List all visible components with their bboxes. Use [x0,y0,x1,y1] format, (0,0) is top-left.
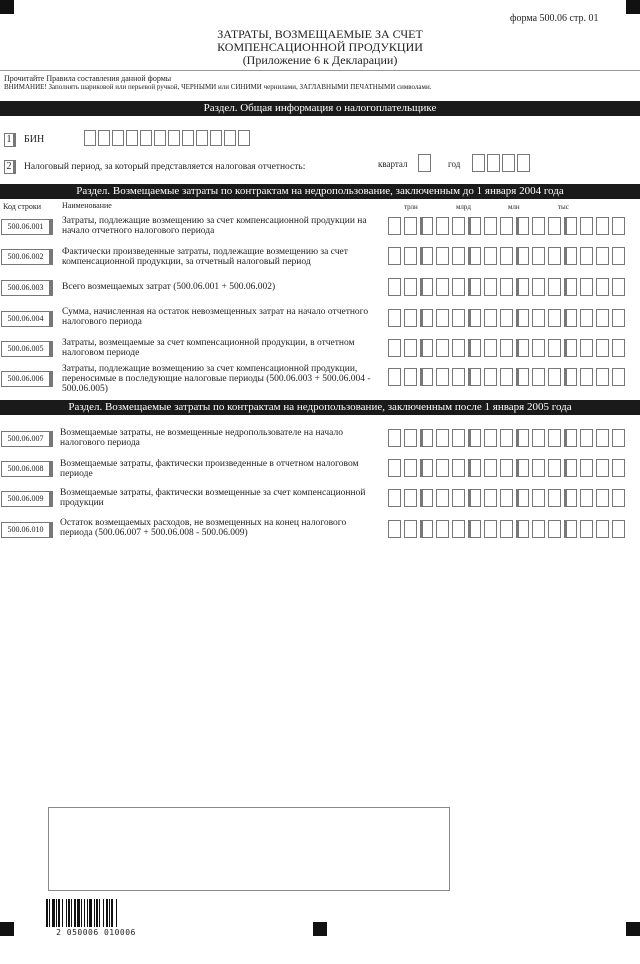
amount-digit-cell[interactable] [468,520,481,538]
amount-digit-cell[interactable] [452,309,465,327]
amount-digit-cell[interactable] [388,217,401,235]
amount-digit-cell[interactable] [500,309,513,327]
amount-digit-cell[interactable] [420,489,433,507]
barcode-bar [49,899,50,927]
amount-digit-cell[interactable] [564,489,577,507]
row-input-004[interactable] [388,309,628,327]
amount-digit-cell[interactable] [436,368,449,386]
amount-digit-cell[interactable] [484,339,497,357]
amount-digit-cell[interactable] [420,368,433,386]
bin-cell[interactable] [154,130,166,146]
amount-digit-cell[interactable] [516,309,529,327]
amount-digit-cell[interactable] [500,278,513,296]
row-label-007: Возмещаемые затраты, не возмещенные недропользователе на начало налогового периода [60,428,343,448]
amount-digit-cell[interactable] [436,309,449,327]
amount-digit-cell[interactable] [388,309,401,327]
amount-digit-cell[interactable] [436,247,449,265]
row-label-004: Сумма, начисленная на остаток невозмещенных затрат на начало отчетного налогового периода [62,307,369,327]
amount-digit-cell[interactable] [436,459,449,477]
amount-digit-cell[interactable] [580,339,593,357]
section-before-2004-title: Раздел. Возмещаемые затраты по контрактам на недропользование, заключенным до 1 января 2004 года [0,184,640,199]
amount-digit-cell[interactable] [596,489,609,507]
corner-mark-bottom-right [626,922,640,936]
amount-digit-cell[interactable] [580,247,593,265]
amount-digit-cell[interactable] [564,429,577,447]
amount-digit-cell[interactable] [420,309,433,327]
field-1-number: 1 [4,133,16,147]
bin-cell[interactable] [210,130,222,146]
row-input-008[interactable] [388,459,628,477]
amount-digit-cell[interactable] [452,368,465,386]
amount-digit-cell[interactable] [500,429,513,447]
unit-mln: млн [508,203,520,211]
amount-digit-cell[interactable] [436,520,449,538]
barcode-bar [56,899,57,927]
amount-digit-cell[interactable] [452,489,465,507]
unit-tys: тыс [558,203,569,211]
instructions-line-2: ВНИМАНИЕ! Заполнять шариковой или перьевой ручкой, ЧЕРНЫМИ или СИНИМИ чернилами, ЗАГЛАВНЫМИ ПЕЧАТНЫМИ символами. [4,83,432,91]
amount-digit-cell[interactable] [516,429,529,447]
amount-digit-cell[interactable] [532,368,545,386]
row-code-004: 500.06.004 [1,311,53,327]
amount-digit-cell[interactable] [420,278,433,296]
amount-digit-cell[interactable] [548,339,561,357]
amount-digit-cell[interactable] [420,459,433,477]
tax-period-label: Налоговый период, за который представляется налоговая отчетность: [24,162,306,172]
amount-digit-cell[interactable] [452,459,465,477]
barcode-bar [58,899,60,927]
title-line-3: (Приложение 6 к Декларации) [242,53,398,67]
amount-digit-cell[interactable] [500,459,513,477]
amount-digit-cell[interactable] [436,278,449,296]
row-code-005: 500.06.005 [1,341,53,357]
amount-digit-cell[interactable] [484,489,497,507]
row-label-002: Фактически произведенные затраты, подлежащие возмещению за счет компенсационной продукции, за отчетный налоговый период [62,247,348,267]
title-line-1: ЗАТРАТЫ, ВОЗМЕЩАЕМЫЕ ЗА СЧЕТ [217,27,423,41]
amount-digit-cell[interactable] [420,339,433,357]
corner-mark-top-left [0,0,14,14]
barcode [44,897,148,941]
amount-digit-cell[interactable] [596,368,609,386]
amount-digit-cell[interactable] [484,309,497,327]
corner-mark-bottom-left [0,922,14,936]
row-label-008: Возмещаемые затраты, фактически произведенные в отчетном налоговом периоде [60,459,359,479]
amount-digit-cell[interactable] [532,217,545,235]
amount-digit-cell[interactable] [548,217,561,235]
year-cell[interactable] [472,154,485,172]
instructions-line-1: Прочитайте Правила составления данной формы [4,74,172,83]
bin-cell[interactable] [112,130,124,146]
amount-digit-cell[interactable] [548,429,561,447]
amount-digit-cell[interactable] [500,247,513,265]
amount-digit-cell[interactable] [516,459,529,477]
bin-cell[interactable] [196,130,208,146]
amount-digit-cell[interactable] [564,278,577,296]
title-line-2: КОМПЕНСАЦИОННОЙ ПРОДУКЦИИ [217,40,423,54]
amount-digit-cell[interactable] [596,247,609,265]
amount-digit-cell[interactable] [580,459,593,477]
amount-digit-cell[interactable] [596,278,609,296]
amount-digit-cell[interactable] [612,217,625,235]
amount-digit-cell[interactable] [612,339,625,357]
amount-digit-cell[interactable] [468,459,481,477]
bin-cell[interactable] [168,130,180,146]
amount-digit-cell[interactable] [468,368,481,386]
amount-digit-cell[interactable] [580,520,593,538]
row-code-010: 500.06.010 [1,522,53,538]
barcode-bar [99,899,100,927]
row-label-001: Затраты, подлежащие возмещению за счет компенсационной продукции на начало отчетного налогового периода [62,216,367,236]
amount-digit-cell[interactable] [580,429,593,447]
barcode-bar [66,899,67,927]
barcode-bar [52,899,55,927]
row-code-003: 500.06.003 [1,280,53,296]
amount-digit-cell[interactable] [452,247,465,265]
amount-digit-cell[interactable] [484,217,497,235]
barcode-bar [116,899,117,927]
amount-digit-cell[interactable] [596,520,609,538]
amount-digit-cell[interactable] [452,429,465,447]
amount-digit-cell[interactable] [404,247,417,265]
amount-digit-cell[interactable] [612,429,625,447]
unit-trln: трлн [404,203,418,211]
amount-digit-cell[interactable] [548,309,561,327]
barcode-bar [71,899,72,927]
amount-digit-cell[interactable] [420,429,433,447]
amount-digit-cell[interactable] [388,459,401,477]
amount-digit-cell[interactable] [468,309,481,327]
amount-digit-cell[interactable] [388,489,401,507]
amount-digit-cell[interactable] [404,339,417,357]
barcode-bar [84,899,85,927]
amount-digit-cell[interactable] [580,489,593,507]
amount-digit-cell[interactable] [420,520,433,538]
amount-digit-cell[interactable] [564,368,577,386]
amount-digit-cell[interactable] [596,429,609,447]
row-input-009[interactable] [388,489,628,507]
amount-digit-cell[interactable] [404,489,417,507]
bin-cell[interactable] [224,130,236,146]
amount-digit-cell[interactable] [468,339,481,357]
amount-digit-cell[interactable] [388,278,401,296]
column-name-header: Наименование [62,201,112,210]
amount-digit-cell[interactable] [468,429,481,447]
amount-digit-cell[interactable] [484,278,497,296]
bin-input-cells[interactable] [84,130,252,148]
amount-digit-cell[interactable] [484,429,497,447]
amount-digit-cell[interactable] [612,489,625,507]
amount-digit-cell[interactable] [404,429,417,447]
amount-digit-cell[interactable] [532,339,545,357]
amount-digit-cell[interactable] [564,247,577,265]
row-code-008: 500.06.008 [1,461,53,477]
amount-digit-cell[interactable] [596,309,609,327]
amount-digit-cell[interactable] [388,429,401,447]
amount-digit-cell[interactable] [548,489,561,507]
unit-mlrd: млрд [456,203,471,211]
amount-digit-cell[interactable] [532,520,545,538]
amount-digit-cell[interactable] [612,309,625,327]
amount-digit-cell[interactable] [516,520,529,538]
field-bin-label: БИН [24,134,45,145]
amount-digit-cell[interactable] [484,459,497,477]
amount-digit-cell[interactable] [612,459,625,477]
amount-digit-cell[interactable] [404,459,417,477]
section-general-title: Раздел. Общая информация о налогоплательщике [0,101,640,116]
amount-digit-cell[interactable] [596,217,609,235]
amount-digit-cell[interactable] [404,217,417,235]
amount-digit-cell[interactable] [484,368,497,386]
bin-cell[interactable] [98,130,110,146]
barcode-number: 2 050006 010006 [56,928,136,937]
stamp-box [48,807,450,891]
row-input-003[interactable] [388,278,628,296]
amount-digit-cell[interactable] [484,247,497,265]
bin-cell[interactable] [238,130,250,146]
amount-digit-cell[interactable] [596,459,609,477]
barcode-bar [111,899,113,927]
amount-digit-cell[interactable] [612,368,625,386]
amount-digit-cell[interactable] [516,489,529,507]
amount-digit-cell[interactable] [532,278,545,296]
amount-digit-cell[interactable] [500,520,513,538]
amount-digit-cell[interactable] [516,247,529,265]
amount-digit-cell[interactable] [596,339,609,357]
amount-digit-cell[interactable] [612,520,625,538]
section-after-2005-title: Раздел. Возмещаемые затраты по контрактам на недропользование, заключенным после 1 января 2005 года [0,400,640,415]
amount-digit-cell[interactable] [404,368,417,386]
amount-digit-cell[interactable] [532,309,545,327]
amount-digit-cell[interactable] [516,368,529,386]
amount-digit-cell[interactable] [500,489,513,507]
row-code-009: 500.06.009 [1,491,53,507]
amount-digit-cell[interactable] [468,247,481,265]
amount-digit-cell[interactable] [580,368,593,386]
row-input-006[interactable] [388,368,628,386]
amount-digit-cell[interactable] [500,368,513,386]
bin-cell[interactable] [126,130,138,146]
bin-cell[interactable] [84,130,96,146]
bin-cell[interactable] [182,130,194,146]
amount-digit-cell[interactable] [436,217,449,235]
row-label-005: Затраты, возмещаемые за счет компенсационной продукции, в отчетном налоговом периоде [62,338,355,358]
year-label: год [448,159,461,169]
barcode-bar [96,899,98,927]
amount-digit-cell[interactable] [436,429,449,447]
row-label-003: Всего возмещаемых затрат (500.06.001 + 500.06.002) [62,282,276,292]
barcode-bar [89,899,92,927]
amount-digit-cell[interactable] [532,247,545,265]
amount-digit-cell[interactable] [452,520,465,538]
amount-digit-cell[interactable] [548,459,561,477]
row-label-009: Возмещаемые затраты, фактически возмещенные за счет компенсационной продукции [60,488,366,508]
amount-digit-cell[interactable] [388,520,401,538]
row-code-007: 500.06.007 [1,431,53,447]
amount-digit-cell[interactable] [612,278,625,296]
amount-digit-cell[interactable] [468,278,481,296]
corner-mark-bottom-mid [313,922,327,936]
amount-digit-cell[interactable] [580,309,593,327]
amount-digit-cell[interactable] [564,217,577,235]
amount-digit-cell[interactable] [532,429,545,447]
amount-digit-cell[interactable] [564,520,577,538]
barcode-bar [74,899,76,927]
row-label-006: Затраты, подлежащие возмещению за счет компенсационной продукции, переносимые в последующие налоговые периоды (500.06.003 + 500.06.004 - 500.06.005) [62,364,371,394]
amount-digit-cell[interactable] [420,247,433,265]
row-input-001[interactable] [388,217,628,235]
barcode-bar [103,899,104,927]
row-input-005[interactable] [388,339,628,357]
row-input-010[interactable] [388,520,628,538]
amount-digit-cell[interactable] [500,217,513,235]
form-reference: форма 500.06 стр. 01 [510,13,599,24]
amount-digit-cell[interactable] [500,339,513,357]
barcode-bar [81,899,82,927]
amount-digit-cell[interactable] [548,520,561,538]
barcode-bar [109,899,110,927]
amount-digit-cell[interactable] [420,217,433,235]
year-cell[interactable] [517,154,530,172]
amount-digit-cell[interactable] [436,489,449,507]
divider [0,70,640,71]
column-code-header: Код строки [3,202,42,211]
row-code-006: 500.06.006 [1,371,53,387]
barcode-bar [94,899,95,927]
amount-digit-cell[interactable] [564,339,577,357]
corner-mark-top-right [626,0,640,14]
year-cell[interactable] [487,154,500,172]
row-label-010: Остаток возмещаемых расходов, не возмещенных на конец налогового периода (500.06.007 + 500.06.008 - 500.06.009) [60,518,347,538]
bin-cell[interactable] [140,130,152,146]
amount-digit-cell[interactable] [468,217,481,235]
row-input-002[interactable] [388,247,628,265]
amount-digit-cell[interactable] [404,520,417,538]
amount-digit-cell[interactable] [404,278,417,296]
amount-digit-cell[interactable] [516,217,529,235]
row-code-001: 500.06.001 [1,219,53,235]
amount-digit-cell[interactable] [452,278,465,296]
amount-digit-cell[interactable] [548,278,561,296]
amount-digit-cell[interactable] [388,247,401,265]
quarter-input-cell[interactable] [418,154,433,172]
amount-digit-cell[interactable] [516,339,529,357]
amount-digit-cell[interactable] [612,247,625,265]
amount-digit-cell[interactable] [388,339,401,357]
barcode-bar [77,899,80,927]
amount-digit-cell[interactable] [564,459,577,477]
amount-digit-cell[interactable] [548,247,561,265]
amount-digit-cell[interactable] [404,309,417,327]
barcode-bar [62,899,63,927]
amount-digit-cell[interactable] [452,339,465,357]
amount-digit-cell[interactable] [484,520,497,538]
amount-digit-cell[interactable] [548,368,561,386]
year-input-cells[interactable] [472,154,532,172]
amount-digit-cell[interactable] [580,278,593,296]
amount-digit-cell[interactable] [532,489,545,507]
field-2-number: 2 [4,160,16,174]
amount-digit-cell[interactable] [388,368,401,386]
year-cell[interactable] [502,154,515,172]
amount-digit-cell[interactable] [564,309,577,327]
row-code-002: 500.06.002 [1,249,53,265]
amount-digit-cell[interactable] [580,217,593,235]
amount-digit-cell[interactable] [516,278,529,296]
amount-digit-cell[interactable] [436,339,449,357]
row-input-007[interactable] [388,429,628,447]
amount-digit-cell[interactable] [468,489,481,507]
amount-digit-cell[interactable] [452,217,465,235]
barcode-bar [106,899,108,927]
barcode-bar [68,899,70,927]
barcode-bar [87,899,88,927]
quarter-label: квартал [378,159,408,169]
barcode-bar [46,899,48,927]
amount-digit-cell[interactable] [532,459,545,477]
